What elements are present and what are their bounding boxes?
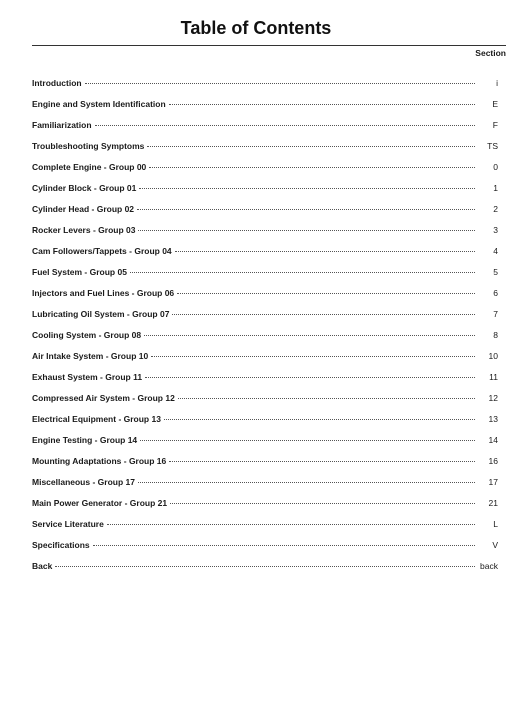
toc-entry[interactable]	[32, 267, 498, 288]
toc-entry[interactable]	[32, 414, 498, 435]
dot-leader	[177, 293, 475, 294]
dot-leader	[164, 419, 475, 420]
toc-entry-section[interactable]: 10	[488, 351, 498, 361]
dot-leader	[55, 566, 475, 567]
toc-entry-label[interactable]: Fuel System - Group 05	[32, 267, 127, 277]
toc-entry[interactable]	[32, 498, 498, 519]
toc-entry-label[interactable]: Compressed Air System - Group 12	[32, 393, 175, 403]
toc-entry-section[interactable]: 2	[493, 204, 498, 214]
toc-entry[interactable]	[32, 204, 498, 225]
toc-entry-label[interactable]: Service Literature	[32, 519, 104, 529]
toc-entry-label[interactable]: Injectors and Fuel Lines - Group 06	[32, 288, 175, 298]
dot-leader	[151, 356, 475, 357]
toc-entry-label[interactable]: Cylinder Block - Group 01	[32, 183, 137, 193]
dot-leader	[178, 398, 475, 399]
toc-entry-label[interactable]: Rocker Levers - Group 03	[32, 225, 136, 235]
toc-entry-section[interactable]: 0	[493, 162, 498, 172]
dot-leader	[95, 125, 475, 126]
toc-entry-section[interactable]: V	[492, 540, 498, 550]
dot-leader	[107, 524, 475, 525]
dot-leader	[145, 377, 475, 378]
toc-entry-label[interactable]: Miscellaneous - Group 17	[32, 477, 135, 487]
toc-entry-section[interactable]: back	[480, 561, 498, 571]
dot-leader	[170, 503, 475, 504]
toc-entry[interactable]	[32, 372, 498, 393]
toc-entry-label[interactable]: Introduction	[32, 78, 82, 88]
toc-entry-section[interactable]: i	[496, 78, 498, 88]
toc-entry-section[interactable]: 5	[493, 267, 498, 277]
dot-leader	[140, 440, 475, 441]
toc-entry-label[interactable]: Familiarization	[32, 120, 92, 130]
toc-entry-section[interactable]: 11	[489, 372, 498, 382]
toc-entry[interactable]	[32, 183, 498, 204]
toc-entry[interactable]	[32, 561, 498, 582]
toc-entry-label[interactable]: Cam Followers/Tappets - Group 04	[32, 246, 172, 256]
toc-entry-label[interactable]: Air Intake System - Group 10	[32, 351, 149, 361]
toc-entry-label[interactable]: Lubricating Oil System - Group 07	[32, 309, 170, 319]
toc-entry-section[interactable]: 1	[493, 183, 498, 193]
toc-entry-label[interactable]: Exhaust System - Group 11	[32, 372, 143, 382]
toc-entry[interactable]	[32, 435, 498, 456]
toc-entry[interactable]	[32, 393, 498, 414]
toc-entry-section[interactable]: TS	[487, 141, 498, 151]
dot-leader	[85, 83, 475, 84]
toc-entry[interactable]	[32, 477, 498, 498]
toc-entry[interactable]	[32, 309, 498, 330]
toc-entry-section[interactable]: E	[492, 99, 498, 109]
toc-entry-label[interactable]: Cylinder Head - Group 02	[32, 204, 135, 214]
toc-entry-label[interactable]: Main Power Generator - Group 21	[32, 498, 168, 508]
dot-leader	[169, 461, 475, 462]
toc-entry-section[interactable]: 14	[488, 435, 498, 445]
toc-entry[interactable]	[32, 456, 498, 477]
dot-leader	[144, 335, 475, 336]
dot-leader	[93, 545, 475, 546]
toc-entry[interactable]	[32, 141, 498, 162]
toc-entry-section[interactable]: 16	[488, 456, 498, 466]
dot-leader	[147, 146, 475, 147]
toc-entry[interactable]	[32, 99, 498, 120]
toc-entry-section[interactable]: F	[492, 120, 498, 130]
dot-leader	[175, 251, 475, 252]
dot-leader	[138, 482, 475, 483]
section-column-header: Section	[475, 48, 506, 58]
toc-entry-label[interactable]: Troubleshooting Symptoms	[32, 141, 145, 151]
toc-entry-section[interactable]: 13	[488, 414, 498, 424]
toc-entry-section[interactable]: 12	[488, 393, 498, 403]
toc-entry-section[interactable]: L	[493, 519, 498, 529]
toc-entry-section[interactable]: 17	[488, 477, 498, 487]
toc-entry[interactable]	[32, 519, 498, 540]
toc-entry-section[interactable]: 6	[493, 288, 498, 298]
toc-entry[interactable]	[32, 540, 498, 561]
toc-entry-section[interactable]: 4	[493, 246, 498, 256]
toc-entry[interactable]	[32, 288, 498, 309]
page-title: Table of Contents	[180, 18, 332, 38]
toc-entry[interactable]	[32, 330, 498, 351]
toc-entry-section[interactable]: 21	[488, 498, 498, 508]
dot-leader	[149, 167, 475, 168]
toc-entry-label[interactable]: Mounting Adaptations - Group 16	[32, 456, 167, 466]
toc-entry-label[interactable]: Engine Testing - Group 14	[32, 435, 138, 445]
toc-entry[interactable]	[32, 225, 498, 246]
toc-entry[interactable]	[32, 351, 498, 372]
dot-leader	[137, 209, 475, 210]
dot-leader	[169, 104, 475, 105]
toc-entry-section[interactable]: 7	[493, 309, 498, 319]
toc-entry[interactable]	[32, 78, 498, 99]
header-divider	[32, 45, 506, 46]
toc-entry-label[interactable]: Engine and System Identification	[32, 99, 166, 109]
dot-leader	[139, 188, 475, 189]
toc-entry-label[interactable]: Specifications	[32, 540, 90, 550]
dot-leader	[138, 230, 475, 231]
toc-entry[interactable]	[32, 162, 498, 183]
toc-entry[interactable]	[32, 120, 498, 141]
dot-leader	[172, 314, 475, 315]
toc-entry-label[interactable]: Back	[32, 561, 53, 571]
dot-leader	[130, 272, 475, 273]
toc-entry-section[interactable]: 8	[493, 330, 498, 340]
toc-entry-label[interactable]: Electrical Equipment - Group 13	[32, 414, 161, 424]
toc-entry-label[interactable]: Cooling System - Group 08	[32, 330, 142, 340]
toc-entry-label[interactable]: Complete Engine - Group 00	[32, 162, 147, 172]
toc-entry[interactable]	[32, 246, 498, 267]
toc-list	[32, 78, 498, 582]
toc-entry-section[interactable]: 3	[493, 225, 498, 235]
